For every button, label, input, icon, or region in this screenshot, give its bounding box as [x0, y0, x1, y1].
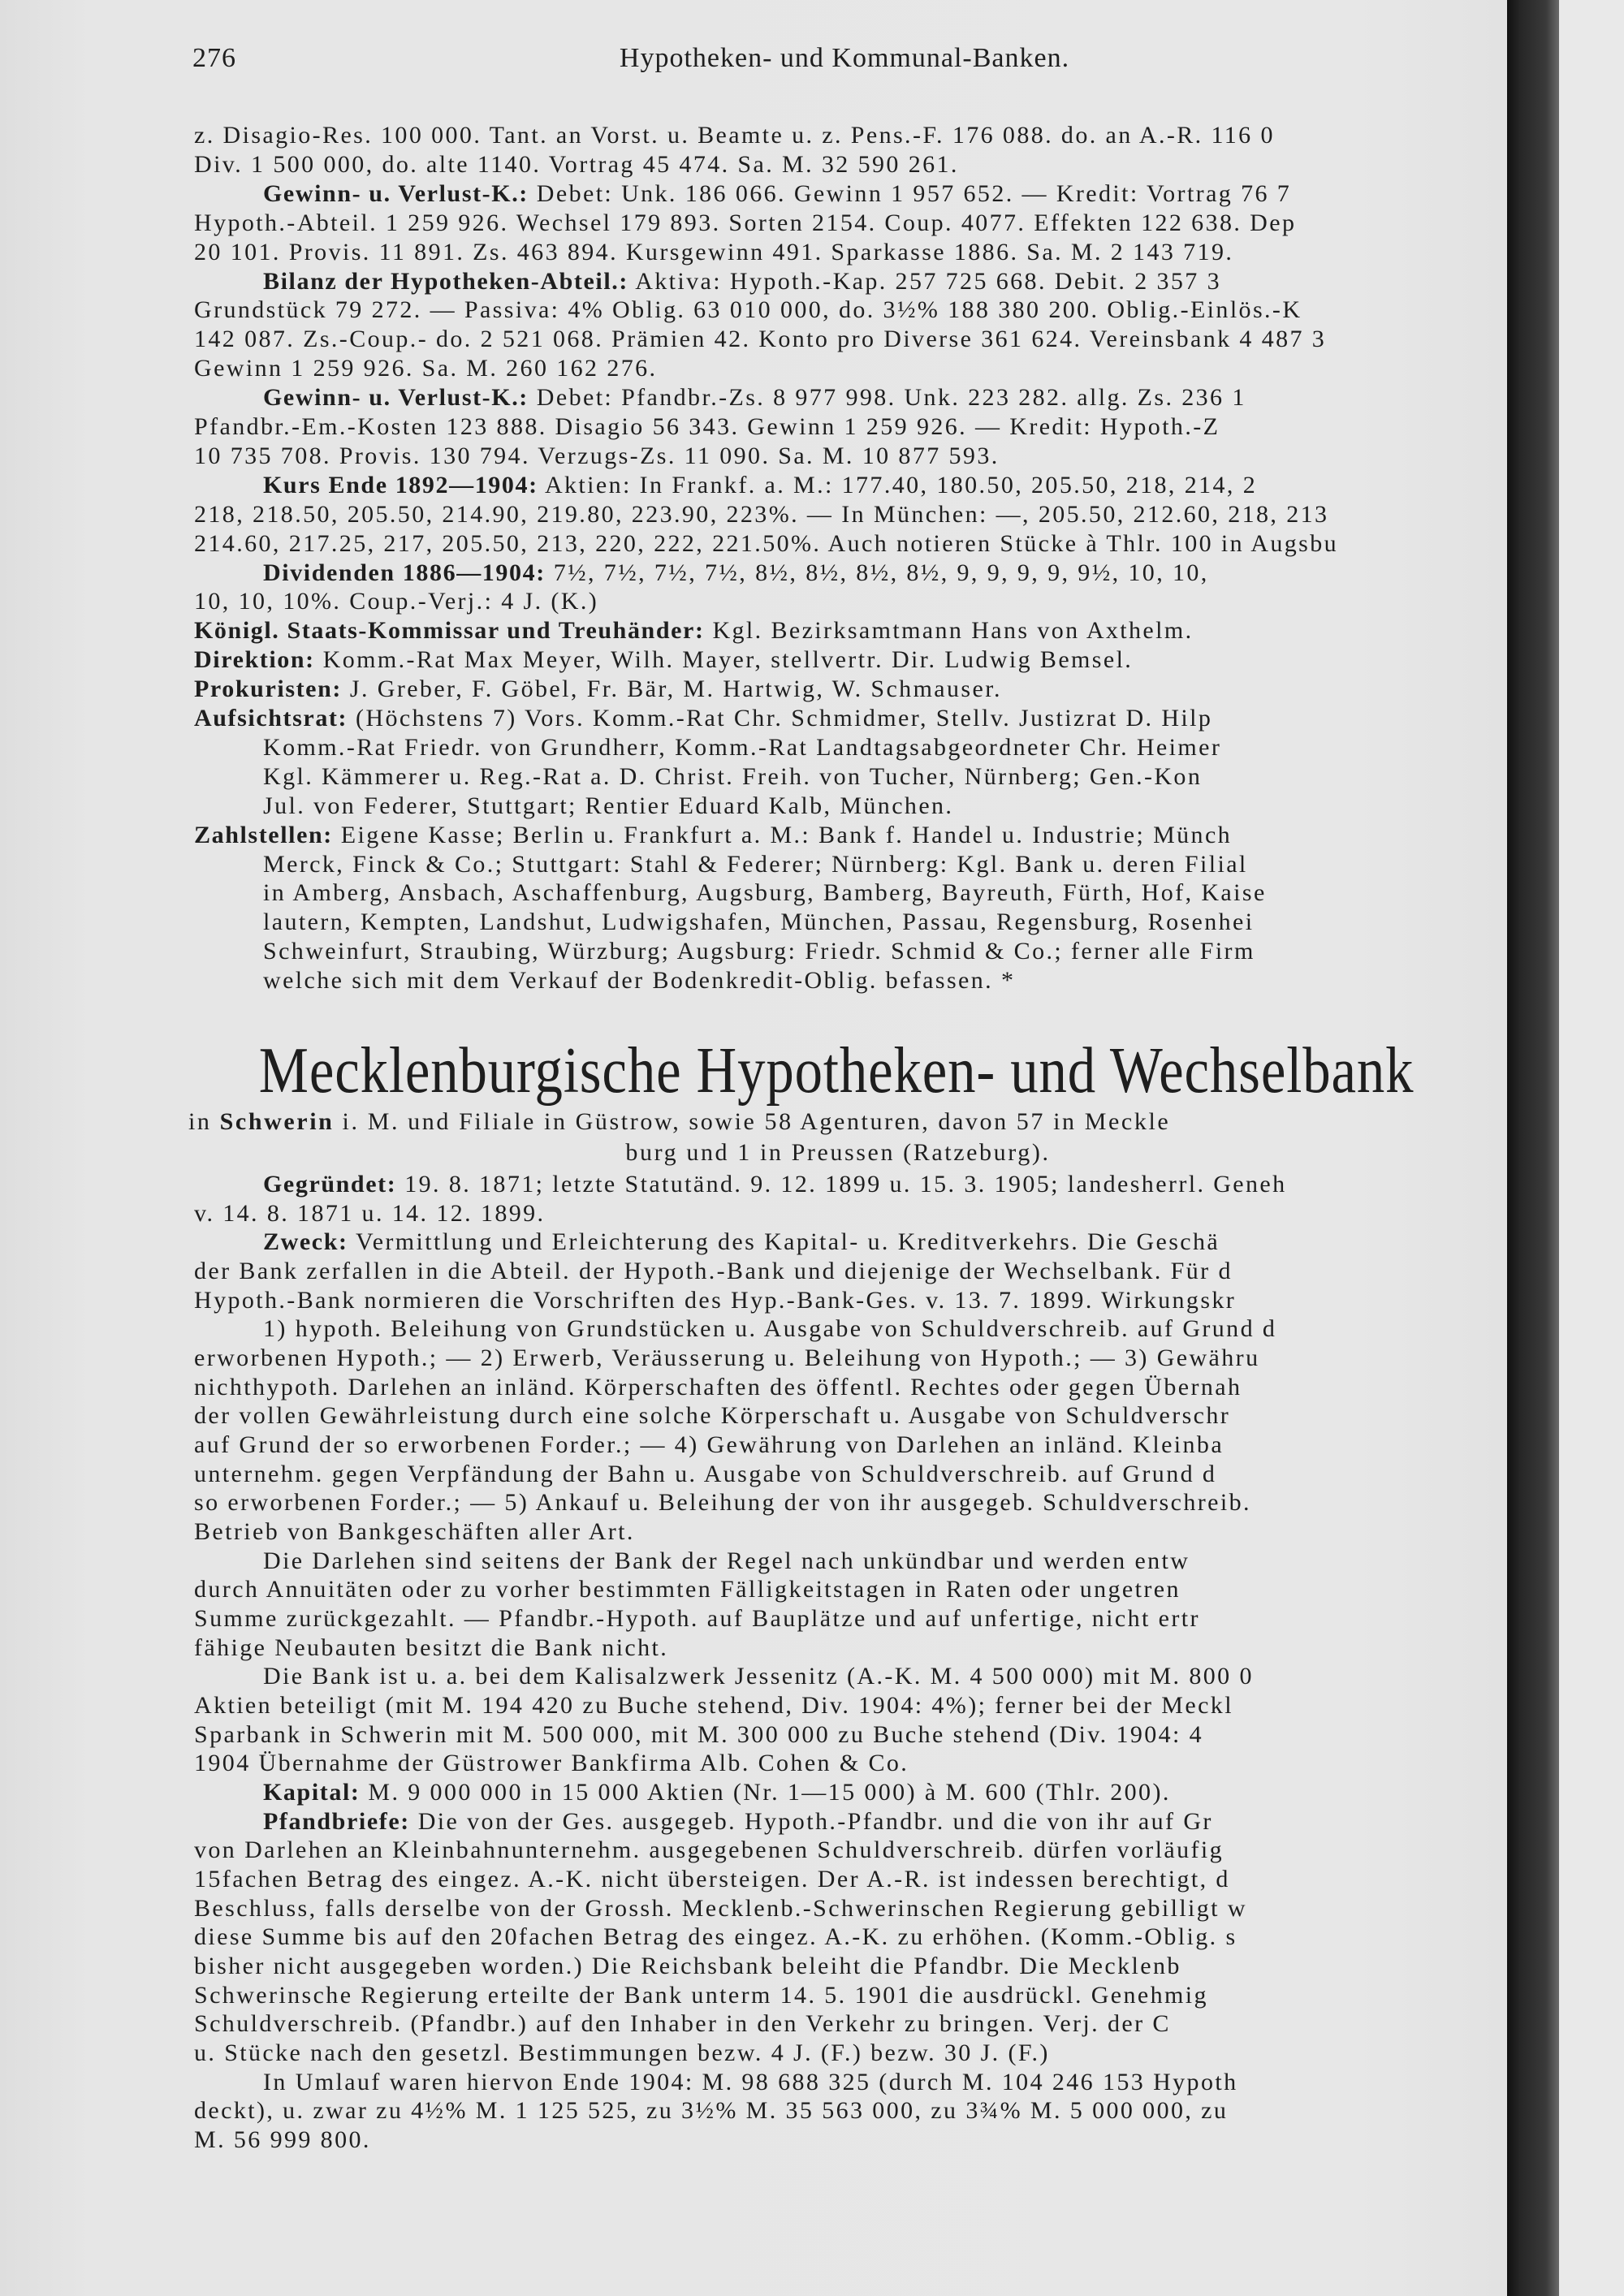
line-text: Die Darlehen sind seitens der Bank der Regel nach unkündbar und werden entw [263, 1547, 1190, 1574]
text-line [263, 384, 1473, 412]
text-line [194, 1258, 1473, 1285]
line-text: Div. 1 500 000, do. alte 1140. Vortrag 45 474. Sa. M. 32 590 261. [194, 150, 959, 178]
line-lead-heading: Pfandbriefe: [263, 1807, 410, 1835]
text-line [194, 822, 1473, 849]
line-text: 19. 8. 1871; letzte Statutänd. 9. 12. 1899 u. 15. 3. 1905; landesherrl. Geneh [396, 1171, 1287, 1198]
line-text: lautern, Kempten, Landshut, Ludwigshafen, München, Passau, Regensburg, Rosenhei [263, 908, 1255, 936]
line-text: 10, 10, 10%. Coup.-Verj.: 4 J. (K.) [194, 588, 599, 615]
text-line [263, 792, 1473, 820]
line-text: nichthypoth. Darlehen an inländ. Körperschaften des öffentl. Rechtes oder gegen Übernah [194, 1373, 1242, 1400]
line-text: erworbenen Hypoth.; — 2) Erwerb, Veräusserung u. Beleihung von Hypoth.; — 3) Gewähru [194, 1344, 1260, 1372]
line-text: auf Grund der so erworbenen Forder.; — 4) Gewährung von Darlehen an inländ. Kleinba [194, 1431, 1224, 1459]
text-line [194, 1721, 1473, 1749]
line-text: In Umlauf waren hiervon Ende 1904: M. 98 688 325 (durch M. 104 246 153 Hypoth [263, 2068, 1238, 2095]
line-text: Debet: Pfandbr.-Zs. 8 977 998. Unk. 223 282. allg. Zs. 236 1 [528, 384, 1246, 412]
text-line [194, 1374, 1473, 1401]
subtitle-line1: i. M. und Filiale in Güstrow, sowie 58 Agenturen, davon 57 in Meckle [334, 1108, 1171, 1135]
text-line [263, 1315, 1473, 1343]
line-text: der vollen Gewährleistung durch eine solche Körperschaft u. Ausgabe von Schuldverschr [194, 1402, 1231, 1430]
line-text: (Höchstens 7) Vors. Komm.-Rat Chr. Schmidmer, Stellv. Justizrat D. Hilp [348, 705, 1213, 732]
text-line [194, 296, 1473, 324]
text-line [194, 239, 1473, 266]
text-line [194, 1431, 1473, 1459]
line-lead-heading: Prokuristen: [194, 675, 342, 703]
text-line [194, 1692, 1473, 1720]
line-text: Pfandbr.-Em.-Kosten 123 888. Disagio 56 343. Gewinn 1 259 926. — Kredit: Hypoth.-Z [194, 413, 1220, 440]
text-line [194, 122, 1473, 149]
text-line [194, 2097, 1473, 2125]
running-title: Hypotheken- und Kommunal-Banken. [619, 43, 1070, 73]
text-line [194, 1402, 1473, 1430]
line-text: 218, 218.50, 205.50, 214.90, 219.80, 223.90, 223%. — In München: —, 205.50, 212.60, 218, 213 [194, 500, 1329, 528]
line-text: bisher nicht ausgegeben worden.) Die Reichsbank beleiht die Pfandbr. Die Mecklenb [194, 1953, 1181, 1980]
line-text: 1) hypoth. Beleihung von Grundstücken u. Ausgabe von Schuldverschreib. auf Grund d [263, 1315, 1277, 1343]
text-line [194, 1605, 1473, 1633]
line-text: u. Stücke nach den gesetzl. Bestimmungen bezw. 4 J. (F.) bezw. 30 J. (F.) [194, 2039, 1050, 2067]
line-text: Komm.-Rat Max Meyer, Wilh. Mayer, stellvertr. Dir. Ludwig Bemsel. [314, 646, 1134, 674]
facing-page-edge [1559, 0, 1624, 2296]
line-text: Komm.-Rat Friedr. von Grundherr, Komm.-Rat Landtagsabgeordneter Chr. Heimer [263, 733, 1222, 761]
line-text: durch Annuitäten oder zu vorher bestimmten Fälligkeitstagen in Raten oder ungetren [194, 1576, 1181, 1603]
line-text: welche sich mit dem Verkauf der Bodenkredit-Oblig. befassen. * [263, 967, 1016, 995]
line-text: so erworbenen Forder.; — 5) Ankauf u. Beleihung der von ihr ausgegeb. Schuldverschreib. [194, 1489, 1251, 1517]
line-lead-heading: Königl. Staats-Kommissar und Treuhänder: [194, 617, 705, 645]
text-line [194, 326, 1473, 353]
line-text: Hypoth.-Bank normieren die Vorschriften des Hyp.-Bank-Ges. v. 13. 7. 1899. Wirkungskr [194, 1286, 1237, 1314]
line-text: Die von der Ges. ausgegeb. Hypoth.-Pfandbr. und die von ihr auf Gr [409, 1807, 1213, 1835]
line-text: Gewinn 1 259 926. Sa. M. 260 162 276. [194, 355, 658, 382]
line-text: Betrieb von Bankgeschäften aller Art. [194, 1518, 635, 1546]
text-line [194, 209, 1473, 237]
line-text: 15fachen Betrag des eingez. A.-K. nicht übersteigen. Der A.-R. ist indessen berechtigt, d [194, 1866, 1230, 1893]
line-text: diese Summe bis auf den 20fachen Betrag des eingez. A.-K. zu erhöhen. (Komm.-Oblig. s [194, 1923, 1237, 1951]
line-text: Eigene Kasse; Berlin u. Frankfurt a. M.: Bank f. Handel u. Industrie; Münch [332, 821, 1233, 848]
line-text: 20 101. Provis. 11 891. Zs. 463 894. Kursgewinn 491. Sparkasse 1886. Sa. M. 2 143 719. [194, 238, 1234, 265]
line-text: 142 087. Zs.-Coup.- do. 2 521 068. Prämien 42. Konto pro Diverse 361 624. Vereinsbank 4 487 3 [194, 326, 1327, 353]
text-line [194, 1200, 1473, 1228]
line-text: Summe zurückgezahlt. — Pfandbr.-Hypoth. auf Bauplätze und auf unfertige, nicht ertr [194, 1605, 1200, 1633]
text-line [194, 1866, 1473, 1893]
section-title [162, 1035, 1510, 1107]
line-text: 10 735 708. Provis. 130 794. Verzugs-Zs. 11 090. Sa. M. 10 877 593. [194, 442, 1000, 469]
line-lead-heading: Gegründet: [263, 1171, 397, 1198]
text-line [194, 1489, 1473, 1517]
line-text: Jul. von Federer, Stuttgart; Rentier Eduard Kalb, München. [263, 792, 954, 819]
text-line [194, 530, 1473, 558]
text-line [263, 472, 1473, 499]
text-line [263, 1171, 1473, 1198]
text-line [194, 1923, 1473, 1951]
line-text: fähige Neubauten besitzt die Bank nicht. [194, 1634, 669, 1661]
text-line [263, 908, 1473, 936]
section-subtitle-line2: burg und 1 in Preussen (Ratzeburg). [625, 1139, 1051, 1166]
line-text: Vermittlung und Erleichterung des Kapital- u. Kreditverkehrs. Die Geschä [348, 1228, 1220, 1256]
line-text: Merck, Finck & Co.; Stuttgart: Stahl & Federer; Nürnberg: Kgl. Bank u. deren Filial [263, 850, 1248, 878]
text-line [263, 180, 1473, 208]
text-line [194, 151, 1473, 179]
text-line [263, 938, 1473, 965]
text-line [194, 2126, 1473, 2154]
text-line [194, 646, 1473, 674]
text-line [194, 1750, 1473, 1777]
line-text: Die Bank ist u. a. bei dem Kalisalzwerk Jessenitz (A.-K. M. 4 500 000) mit M. 800 0 [263, 1663, 1254, 1690]
line-text: Aktien beteiligt (mit M. 194 420 zu Buche stehend, Div. 1904: 4%); ferner bei der Meckl [194, 1692, 1233, 1720]
line-lead-heading: Zweck: [263, 1228, 348, 1256]
line-text: M. 9 000 000 in 15 000 Aktien (Nr. 1—15 000) à M. 600 (Thlr. 200). [360, 1779, 1171, 1806]
subtitle-prefix: in [188, 1108, 220, 1135]
text-line [194, 1634, 1473, 1662]
line-text: Hypoth.-Abteil. 1 259 926. Wechsel 179 893. Sorten 2154. Coup. 4077. Effekten 122 638. Dep [194, 209, 1297, 236]
text-line [263, 1228, 1473, 1256]
text-line [263, 851, 1473, 878]
text-line [263, 268, 1473, 296]
line-text: Kgl. Kämmerer u. Reg.-Rat a. D. Christ. Freih. von Tucher, Nürnberg; Gen.-Kon [263, 762, 1203, 790]
subtitle-city: Schwerin [219, 1108, 335, 1135]
line-text: Schuldverschreib. (Pfandbr.) auf den Inhaber in den Verkehr zu bringen. Verj. der C [194, 2010, 1171, 2038]
text-line [194, 1982, 1473, 2009]
line-text: Beschluss, falls derselbe von der Grossh. Mecklenb.-Schwerinschen Regierung gebilligt w [194, 1894, 1247, 1922]
text-line [194, 1953, 1473, 1980]
line-lead-heading: Kurs Ende 1892—1904: [263, 471, 538, 498]
text-line [263, 967, 1473, 995]
text-line [194, 442, 1473, 470]
text-line [194, 588, 1473, 615]
line-text: Aktiva: Hypoth.-Kap. 257 725 668. Debit. 2 357 3 [628, 267, 1222, 295]
text-line [194, 1344, 1473, 1372]
line-lead-heading: Aufsichtsrat: [194, 705, 348, 732]
line-text: 214.60, 217.25, 217, 205.50, 213, 220, 222, 221.50%. Auch notieren Stücke à Thlr. 100 in Augsbu [194, 529, 1339, 557]
book-spine-shadow [1507, 0, 1559, 2296]
text-line [194, 675, 1473, 703]
line-lead-heading: Zahlstellen: [194, 821, 333, 848]
line-text: Kgl. Bezirksamtmann Hans von Axthelm. [704, 617, 1194, 645]
text-line [194, 2010, 1473, 2038]
line-text: Schweinfurt, Straubing, Würzburg; Augsburg: Friedr. Schmid & Co.; ferner alle Firm [263, 938, 1255, 965]
line-text: M. 56 999 800. [194, 2126, 371, 2154]
text-line [194, 1461, 1473, 1488]
line-text: Debet: Unk. 186 066. Gewinn 1 957 652. — Kredit: Vortrag 76 7 [528, 179, 1292, 207]
line-text: J. Greber, F. Göbel, Fr. Bär, M. Hartwig, W. Schmauser. [341, 675, 1002, 703]
text-line [263, 1808, 1473, 1836]
text-line [194, 1518, 1473, 1546]
text-line [194, 705, 1473, 732]
text-line [263, 1779, 1473, 1806]
text-line [194, 413, 1473, 441]
text-line [194, 1836, 1473, 1864]
page-number: 276 [192, 43, 236, 73]
line-lead-heading: Kapital: [263, 1779, 361, 1806]
text-line [263, 559, 1473, 587]
text-line [194, 355, 1473, 382]
line-text: der Bank zerfallen in die Abteil. der Hypoth.-Bank und diejenige der Wechselbank. Für d [194, 1258, 1233, 1284]
text-line [194, 617, 1473, 645]
text-line [263, 1663, 1473, 1690]
text-line [194, 1895, 1473, 1923]
line-text: in Amberg, Ansbach, Aschaffenburg, Augsburg, Bamberg, Bayreuth, Fürth, Hof, Kaise [263, 879, 1267, 907]
line-text: 7½, 7½, 7½, 7½, 8½, 8½, 8½, 8½, 9, 9, 9, 9, 9½, 10, 10, [545, 559, 1209, 586]
line-text: unternehm. gegen Verpfändung der Bahn u. Ausgabe von Schuldverschreib. auf Grund d [194, 1460, 1217, 1487]
text-line [263, 1547, 1473, 1575]
line-text: 1904 Übernahme der Güstrower Bankfirma Alb. Cohen & Co. [194, 1750, 909, 1777]
line-lead-heading: Dividenden 1886—1904: [263, 559, 546, 586]
text-line [263, 2069, 1473, 2096]
line-lead-heading: Gewinn- u. Verlust-K.: [263, 384, 529, 412]
text-line [263, 734, 1473, 762]
text-line [263, 763, 1473, 791]
line-text: z. Disagio-Res. 100 000. Tant. an Vorst. u. Beamte u. z. Pens.-F. 176 088. do. an A.-R. 116 0 [194, 122, 1275, 149]
text-line [263, 879, 1473, 907]
text-line [194, 501, 1473, 529]
section-subtitle [188, 1107, 1471, 1137]
text-line [194, 2039, 1473, 2067]
line-lead-heading: Gewinn- u. Verlust-K.: [263, 179, 529, 207]
line-text: Schwerinsche Regierung erteilte der Bank unterm 14. 5. 1901 die ausdrückl. Genehmig [194, 1981, 1208, 2009]
line-lead-heading: Direktion: [194, 646, 315, 674]
line-lead-heading: Bilanz der Hypotheken-Abteil.: [263, 267, 628, 295]
text-line [194, 1576, 1473, 1603]
line-text: Aktien: In Frankf. a. M.: 177.40, 180.50, 205.50, 218, 214, 2 [538, 471, 1258, 498]
line-text: deckt), u. zwar zu 4½% M. 1 125 525, zu 3½% M. 35 563 000, zu 3¾% M. 5 000 000, zu [194, 2097, 1229, 2125]
text-line [194, 1287, 1473, 1314]
line-text: v. 14. 8. 1871 u. 14. 12. 1899. [194, 1199, 546, 1227]
section-title-text: Mecklenburgische Hypotheken- und Wechselbank [258, 1035, 1415, 1107]
line-text: von Darlehen an Kleinbahnunternehm. ausgegebenen Schuldverschreib. dürfen vorläufig [194, 1836, 1224, 1864]
line-text: Sparbank in Schwerin mit M. 500 000, mit M. 300 000 zu Buche stehend (Div. 1904: 4 [194, 1720, 1204, 1748]
line-text: Grundstück 79 272. — Passiva: 4% Oblig. 63 010 000, do. 3½% 188 380 200. Oblig.-Einlös.-K [194, 296, 1302, 324]
